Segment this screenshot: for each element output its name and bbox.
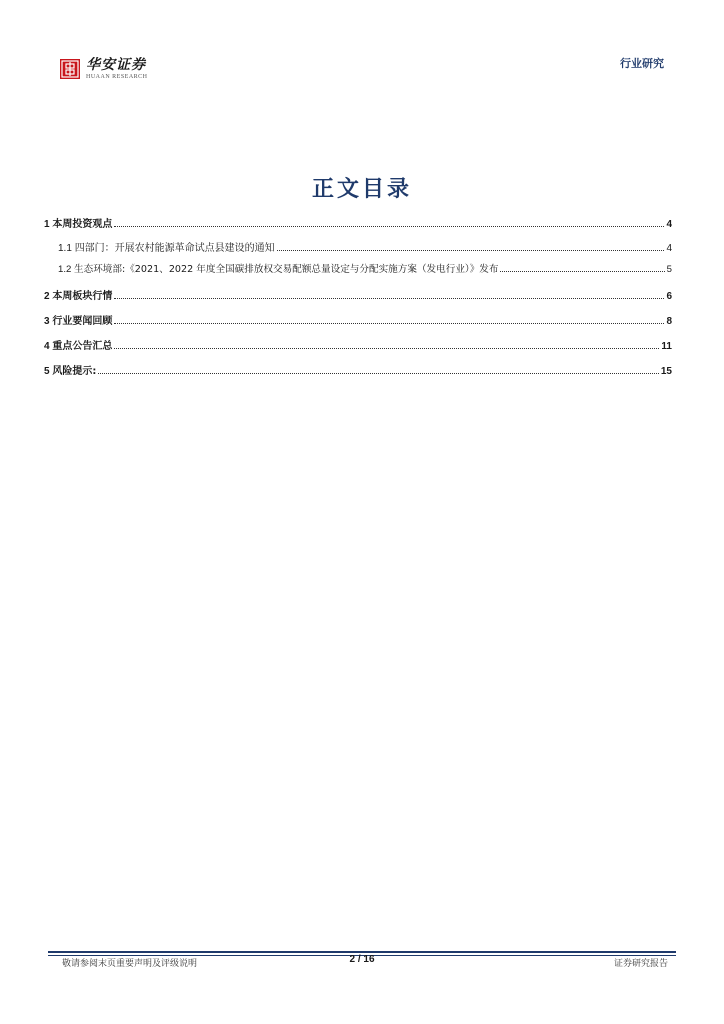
toc-dot-leader [114, 298, 664, 299]
footer-divider [48, 951, 676, 953]
toc-entry-page: 4 [666, 243, 672, 254]
toc-entry-number: 1 [44, 219, 50, 230]
toc-entry-page: 15 [660, 366, 672, 377]
toc-entry-page: 11 [661, 341, 672, 352]
page-number: 2 / 16 [349, 954, 375, 965]
toc-entry-page: 5 [666, 264, 672, 275]
toc-entry-number: 5 [44, 366, 50, 377]
toc-entry[interactable] [58, 240, 672, 254]
toc-dot-leader [277, 250, 665, 251]
toc-entry[interactable] [44, 363, 672, 377]
toc-entry[interactable] [44, 288, 672, 302]
toc-entry[interactable] [58, 261, 672, 275]
toc-entry[interactable] [44, 338, 672, 352]
logo-seal-icon [60, 59, 80, 79]
toc-entry-label: 风险提示: [52, 366, 97, 377]
logo-english-name: HUAAN RESEARCH [86, 74, 148, 80]
toc-dot-leader [114, 323, 664, 324]
footer-report-type: 证券研究报告 [613, 959, 668, 969]
toc-entry-label: 生态环境部:《2021、2022 年度全国碳排放权交易配额总量设定与分配实施方案（发电行业）》发布 [74, 264, 499, 275]
toc-dot-leader [98, 373, 659, 374]
toc-dot-leader [500, 271, 664, 272]
toc-entry-label: 本周板块行情 [52, 291, 113, 302]
toc-dot-leader [114, 348, 659, 349]
logo-chinese-name: 华安证券 [86, 57, 146, 73]
toc-entry-label: 本周投资观点 [52, 219, 113, 230]
toc-entry-number: 3 [44, 316, 50, 327]
toc-entry-label: 重点公告汇总 [52, 341, 113, 352]
toc-entry-label: 四部门：开展农村能源革命试点县建设的通知 [74, 243, 275, 254]
toc-dot-leader [114, 226, 664, 227]
toc-entry-label: 行业要闻回顾 [52, 316, 113, 327]
toc-title: 正文目录 [311, 176, 412, 202]
toc-entry-number: 4 [44, 341, 50, 352]
toc-entry-number: 2 [44, 291, 50, 302]
toc-entry-page: 6 [666, 291, 672, 302]
footer-disclaimer: 敬请参阅末页重要声明及评级说明 [62, 959, 198, 969]
company-logo [60, 57, 148, 81]
toc-entry[interactable] [44, 216, 672, 230]
toc-entry-page: 4 [666, 219, 672, 230]
toc-entry-number: 1.1 [58, 243, 72, 254]
toc-entry-number: 1.2 [58, 264, 72, 275]
toc-entry[interactable] [44, 313, 672, 327]
toc-entry-page: 8 [666, 316, 672, 327]
report-category: 行业研究 [620, 57, 664, 70]
